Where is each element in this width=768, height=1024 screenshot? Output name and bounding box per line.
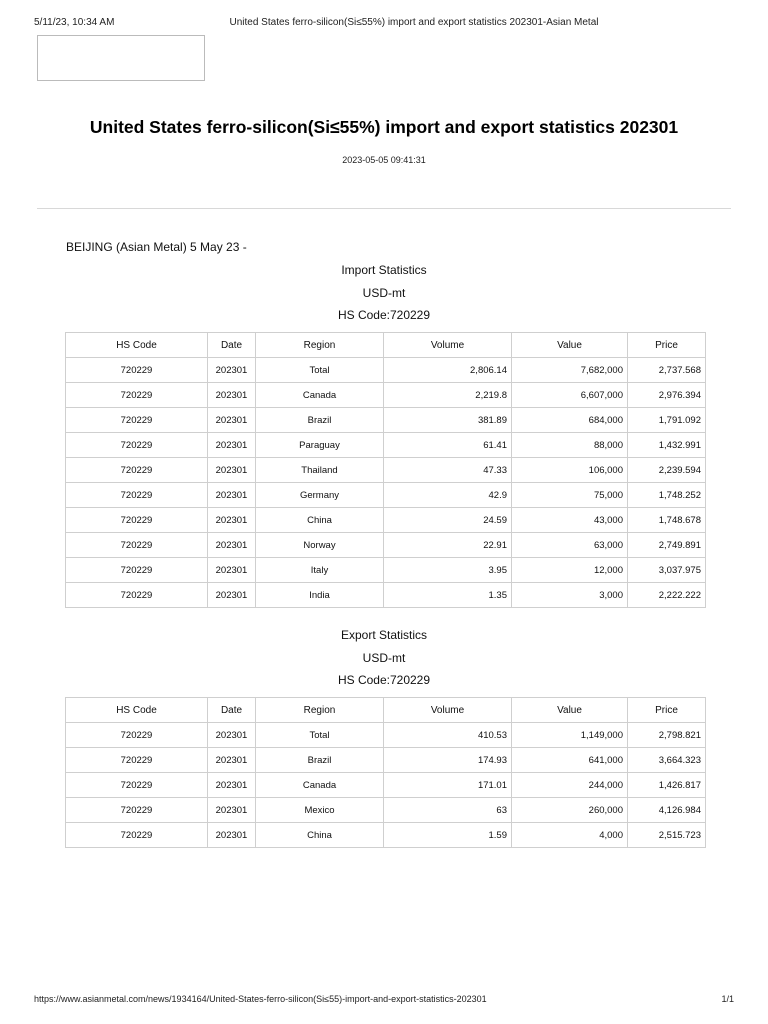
cell-price: 2,749.891 [628, 533, 706, 558]
cell-volume: 171.01 [384, 773, 512, 798]
export-table [65, 697, 706, 848]
table-header-row [66, 333, 706, 358]
cell-region: Thailand [256, 458, 384, 483]
cell-value: 43,000 [512, 508, 628, 533]
cell-hs-code: 720229 [66, 533, 208, 558]
cell-date: 202301 [208, 358, 256, 383]
column-header-region: Region [256, 333, 384, 358]
cell-value: 244,000 [512, 773, 628, 798]
cell-hs-code: 720229 [66, 773, 208, 798]
cell-volume: 61.41 [384, 433, 512, 458]
article-dateline: BEIJING (Asian Metal) 5 May 23 - [66, 240, 247, 254]
cell-value: 12,000 [512, 558, 628, 583]
table-row [66, 723, 706, 748]
cell-value: 641,000 [512, 748, 628, 773]
table-row [66, 458, 706, 483]
cell-region: Brazil [256, 408, 384, 433]
cell-date: 202301 [208, 533, 256, 558]
import-table [65, 332, 706, 608]
cell-value: 260,000 [512, 798, 628, 823]
cell-hs-code: 720229 [66, 508, 208, 533]
cell-hs-code: 720229 [66, 483, 208, 508]
cell-date: 202301 [208, 508, 256, 533]
cell-hs-code: 720229 [66, 583, 208, 608]
table-row [66, 433, 706, 458]
cell-price: 2,515.723 [628, 823, 706, 848]
cell-region: Paraguay [256, 433, 384, 458]
cell-value: 106,000 [512, 458, 628, 483]
cell-volume: 410.53 [384, 723, 512, 748]
export-heading: Export Statistics [340, 628, 428, 642]
column-header-value: Value [512, 333, 628, 358]
cell-volume: 2,806.14 [384, 358, 512, 383]
column-header-hs-code: HS Code [66, 333, 208, 358]
cell-price: 4,126.984 [628, 798, 706, 823]
cell-date: 202301 [208, 798, 256, 823]
page-number: 1/1 [721, 994, 734, 1004]
column-header-volume: Volume [384, 333, 512, 358]
cell-price: 2,737.568 [628, 358, 706, 383]
table-row [66, 483, 706, 508]
cell-date: 202301 [208, 383, 256, 408]
cell-region: Mexico [256, 798, 384, 823]
cell-value: 1,149,000 [512, 723, 628, 748]
table-row [66, 798, 706, 823]
cell-volume: 63 [384, 798, 512, 823]
cell-value: 88,000 [512, 433, 628, 458]
table-row [66, 558, 706, 583]
cell-region: Total [256, 358, 384, 383]
cell-region: Germany [256, 483, 384, 508]
cell-price: 1,432.991 [628, 433, 706, 458]
page-url: https://www.asianmetal.com/news/1934164/United-States-ferro-silicon(Si≤55)-import-and-export-statistics-202301 [34, 994, 487, 1004]
table-row [66, 383, 706, 408]
column-header-date: Date [208, 333, 256, 358]
cell-price: 1,426.817 [628, 773, 706, 798]
import-unit: USD-mt [362, 286, 406, 300]
cell-volume: 1.59 [384, 823, 512, 848]
cell-price: 1,791.092 [628, 408, 706, 433]
cell-hs-code: 720229 [66, 433, 208, 458]
cell-region: Italy [256, 558, 384, 583]
cell-date: 202301 [208, 408, 256, 433]
cell-hs-code: 720229 [66, 723, 208, 748]
column-header-date: Date [208, 698, 256, 723]
cell-value: 684,000 [512, 408, 628, 433]
table-row [66, 358, 706, 383]
cell-date: 202301 [208, 558, 256, 583]
column-header-hs-code: HS Code [66, 698, 208, 723]
cell-date: 202301 [208, 483, 256, 508]
cell-date: 202301 [208, 433, 256, 458]
cell-price: 2,239.594 [628, 458, 706, 483]
cell-hs-code: 720229 [66, 408, 208, 433]
cell-date: 202301 [208, 458, 256, 483]
table-row [66, 773, 706, 798]
column-header-volume: Volume [384, 698, 512, 723]
cell-volume: 1.35 [384, 583, 512, 608]
cell-value: 75,000 [512, 483, 628, 508]
cell-value: 63,000 [512, 533, 628, 558]
column-header-value: Value [512, 698, 628, 723]
column-header-region: Region [256, 698, 384, 723]
cell-value: 4,000 [512, 823, 628, 848]
publish-timestamp: 2023-05-05 09:41:31 [342, 155, 426, 165]
cell-date: 202301 [208, 723, 256, 748]
table-row [66, 823, 706, 848]
cell-hs-code: 720229 [66, 558, 208, 583]
table-row [66, 748, 706, 773]
table-header-row [66, 698, 706, 723]
cell-volume: 2,219.8 [384, 383, 512, 408]
export-unit: USD-mt [362, 651, 406, 665]
cell-region: China [256, 508, 384, 533]
cell-price: 1,748.252 [628, 483, 706, 508]
import-heading: Import Statistics [341, 263, 427, 277]
cell-volume: 42.9 [384, 483, 512, 508]
column-header-price: Price [628, 333, 706, 358]
cell-hs-code: 720229 [66, 798, 208, 823]
print-timestamp: 5/11/23, 10:34 AM [34, 17, 115, 28]
cell-region: Total [256, 723, 384, 748]
cell-price: 3,037.975 [628, 558, 706, 583]
cell-hs-code: 720229 [66, 358, 208, 383]
cell-hs-code: 720229 [66, 383, 208, 408]
table-row [66, 583, 706, 608]
export-hs-code: HS Code:720229 [337, 673, 431, 687]
import-hs-code: HS Code:720229 [337, 308, 431, 322]
divider [37, 208, 731, 209]
cell-price: 2,976.394 [628, 383, 706, 408]
cell-region: Norway [256, 533, 384, 558]
cell-date: 202301 [208, 823, 256, 848]
cell-hs-code: 720229 [66, 458, 208, 483]
cell-region: India [256, 583, 384, 608]
cell-volume: 174.93 [384, 748, 512, 773]
cell-date: 202301 [208, 773, 256, 798]
cell-region: Canada [256, 773, 384, 798]
cell-hs-code: 720229 [66, 748, 208, 773]
column-header-price: Price [628, 698, 706, 723]
cell-hs-code: 720229 [66, 823, 208, 848]
table-row [66, 508, 706, 533]
cell-date: 202301 [208, 583, 256, 608]
print-page-title: United States ferro-silicon(Si≤55%) import and export statistics 202301-Asian Metal [229, 17, 599, 28]
cell-price: 2,222.222 [628, 583, 706, 608]
cell-volume: 24.59 [384, 508, 512, 533]
cell-value: 7,682,000 [512, 358, 628, 383]
cell-volume: 47.33 [384, 458, 512, 483]
table-row [66, 533, 706, 558]
cell-value: 6,607,000 [512, 383, 628, 408]
cell-price: 1,748.678 [628, 508, 706, 533]
cell-price: 3,664.323 [628, 748, 706, 773]
cell-volume: 381.89 [384, 408, 512, 433]
logo-placeholder [37, 35, 205, 81]
cell-region: Brazil [256, 748, 384, 773]
cell-value: 3,000 [512, 583, 628, 608]
article-title: United States ferro-silicon(Si≤55%) import and export statistics 202301 [89, 117, 679, 137]
cell-volume: 22.91 [384, 533, 512, 558]
cell-date: 202301 [208, 748, 256, 773]
cell-price: 2,798.821 [628, 723, 706, 748]
cell-region: Canada [256, 383, 384, 408]
cell-region: China [256, 823, 384, 848]
cell-volume: 3.95 [384, 558, 512, 583]
table-row [66, 408, 706, 433]
